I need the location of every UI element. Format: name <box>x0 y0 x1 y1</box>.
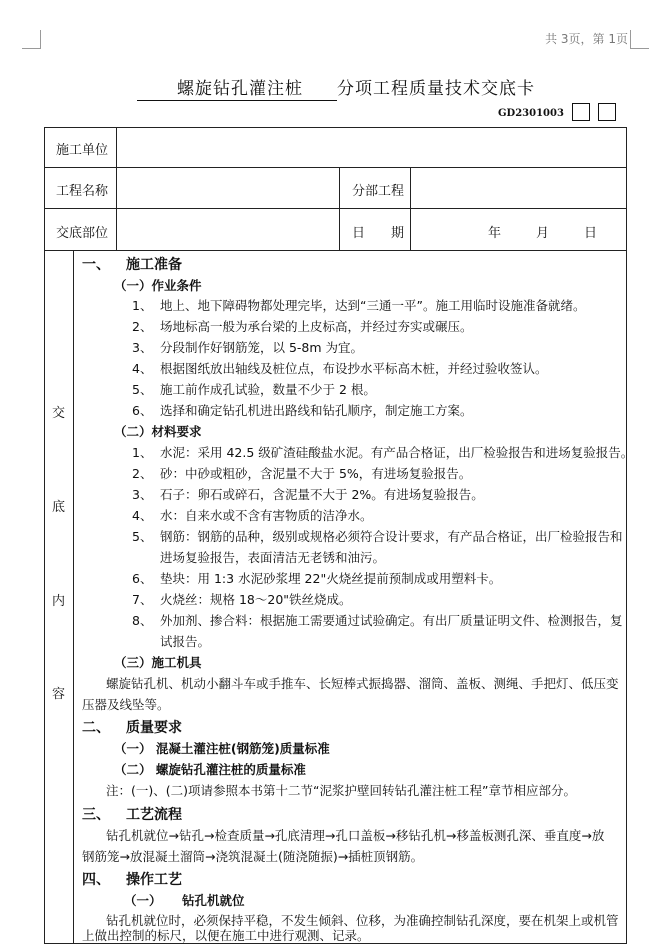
item-number: 4、 <box>132 508 153 523</box>
table-col-divider <box>73 250 74 943</box>
side-label-char: 底 <box>52 500 66 515</box>
item-text: 根据图纸放出轴线及桩位点，布设抄水平标高木桩，并经过验收签认。 <box>160 361 548 376</box>
table-border-right <box>626 127 627 944</box>
paragraph-line: 钢筋笼→放混凝土溜筒→浇筑混凝土(随浇随振)→插桩顶钢筋。 <box>82 849 424 864</box>
table-col-divider <box>116 127 117 250</box>
item-number: 5、 <box>132 382 153 397</box>
section-number: 三、 <box>82 807 110 823</box>
table-border-top <box>44 127 627 128</box>
item-number: 6、 <box>132 403 153 418</box>
section-title: 工艺流程 <box>126 807 182 823</box>
field-project-name[interactable] <box>122 171 334 205</box>
title-subject: 螺旋钻孔灌注桩 <box>137 74 337 101</box>
item-text: 场地标高一般为承台梁的上皮标高，并经过夯实或碾压。 <box>160 319 473 334</box>
label-project-name: 工程名称 <box>56 184 109 199</box>
table-border-left <box>44 127 45 944</box>
subsection-title: （二）材料要求 <box>114 424 202 439</box>
subsection-title: 钻孔机就位 <box>182 893 245 908</box>
table-rule <box>44 250 627 251</box>
item-number: 8、 <box>132 613 153 628</box>
subsection-title: （一） 混凝土灌注桩(钢筋笼)质量标准 <box>114 741 330 756</box>
section-number: 二、 <box>82 720 110 736</box>
crop-mark-top-right <box>630 30 649 49</box>
date-day: 日 <box>584 226 598 241</box>
side-label-char: 容 <box>52 687 66 702</box>
page-title <box>0 74 672 101</box>
side-label-char: 交 <box>52 406 66 421</box>
item-text: 砂：中砂或粗砂，含泥量不大于 5%，有进场复验报告。 <box>160 466 472 481</box>
checkbox-2[interactable] <box>598 103 616 121</box>
item-number: 2、 <box>132 466 153 481</box>
item-text-continued: 进场复验报告，表面清洁无老锈和油污。 <box>160 550 386 565</box>
paragraph-line: 上做出控制的标尺，以便在施工中进行观测、记录。 <box>82 928 370 943</box>
section-number: 四、 <box>82 872 110 888</box>
subsection-title: （一）作业条件 <box>114 278 202 293</box>
item-text: 火烧丝：规格 18～20"铁丝烧成。 <box>160 592 352 607</box>
item-number: 1、 <box>132 445 153 460</box>
item-text: 选择和确定钻孔机进出路线和钻孔顺序，制定施工方案。 <box>160 403 473 418</box>
field-subproject[interactable] <box>416 171 622 205</box>
paragraph-line: 螺旋钻孔机、机动小翻斗车或手推车、长短棒式振捣器、溜筒、盖板、测绳、手把灯、低压变 <box>106 676 619 691</box>
item-number: 3、 <box>132 340 153 355</box>
crop-mark-top-left <box>22 30 41 49</box>
field-location[interactable] <box>122 212 334 246</box>
item-number: 4、 <box>132 361 153 376</box>
document-code: GD2301003 <box>498 108 564 119</box>
section-title: 操作工艺 <box>126 872 182 888</box>
subsection-title: （三）施工机具 <box>114 655 202 670</box>
item-text: 水泥：采用 42.5 级矿渣硅酸盐水泥。有产品合格证，出厂检验报告和进场复验报告。 <box>160 445 634 460</box>
item-text: 施工前作成孔试验，数量不少于 2 根。 <box>160 382 376 397</box>
paragraph-line: 钻孔机就位时，必须保持平稳，不发生倾斜、位移，为准确控制钻孔深度，要在机架上或机管 <box>106 913 619 928</box>
date-month: 月 <box>536 226 550 241</box>
subsection-title: （二） 螺旋钻孔灌注桩的质量标准 <box>114 762 306 777</box>
section-title: 施工准备 <box>126 257 182 273</box>
item-text: 地上、地下障碍物都处理完毕，达到“三通一平”。施工用临时设施准备就绪。 <box>160 298 586 313</box>
table-col-divider <box>339 167 340 250</box>
table-rule <box>44 167 627 168</box>
item-number: 6、 <box>132 571 153 586</box>
item-text: 钢筋：钢筋的品种，级别或规格必须符合设计要求，有产品合格证，出厂检验报告和 <box>160 529 623 544</box>
item-text: 垫块：用 1:3 水泥砂浆埋 22"火烧丝提前预制成或用塑料卡。 <box>160 571 502 586</box>
label-construction-unit: 施工单位 <box>56 143 109 158</box>
note-text: 注：(一)、(二)项请参照本书第十二节“泥浆护壁回转钻孔灌注桩工程”章节相应部分。 <box>106 783 576 798</box>
section-title: 质量要求 <box>126 720 182 736</box>
paragraph-line: 钻孔机就位→钻孔→检查质量→孔底清理→孔口盖板→移钻孔机→移盖板测孔深、垂直度→放 <box>106 828 605 843</box>
paragraph-line: 压器及线坠等。 <box>82 697 170 712</box>
item-number: 3、 <box>132 487 153 502</box>
label-subproject: 分部工程 <box>352 184 405 199</box>
item-number: 2、 <box>132 319 153 334</box>
label-location: 交底部位 <box>56 226 109 241</box>
item-text-continued: 试报告。 <box>160 634 211 649</box>
item-text: 外加剂、掺合料：根据施工需要通过试验确定。有出厂质量证明文件、检测报告，复 <box>160 613 623 628</box>
item-text: 石子：卵石或碎石，含泥量不大于 2%。有进场复验报告。 <box>160 487 484 502</box>
table-rule <box>44 208 627 209</box>
page-number: 共 3页，第 1页 <box>545 32 628 46</box>
section-number: 一、 <box>82 257 110 273</box>
label-date: 日 期 <box>352 226 405 241</box>
date-year: 年 <box>488 226 502 241</box>
title-suffix: 分项工程质量技术交底卡 <box>337 79 535 99</box>
subsection-number: （一） <box>124 893 162 908</box>
table-col-divider <box>410 167 411 250</box>
item-number: 7、 <box>132 592 153 607</box>
item-text: 分段制作好钢筋笼，以 5-8m 为宜。 <box>160 340 364 355</box>
side-label-char: 内 <box>52 594 66 609</box>
checkbox-1[interactable] <box>572 103 590 121</box>
item-text: 水：自来水或不含有害物质的洁净水。 <box>160 508 373 523</box>
field-construction-unit[interactable] <box>126 131 622 165</box>
item-number: 1、 <box>132 298 153 313</box>
item-number: 5、 <box>132 529 153 544</box>
